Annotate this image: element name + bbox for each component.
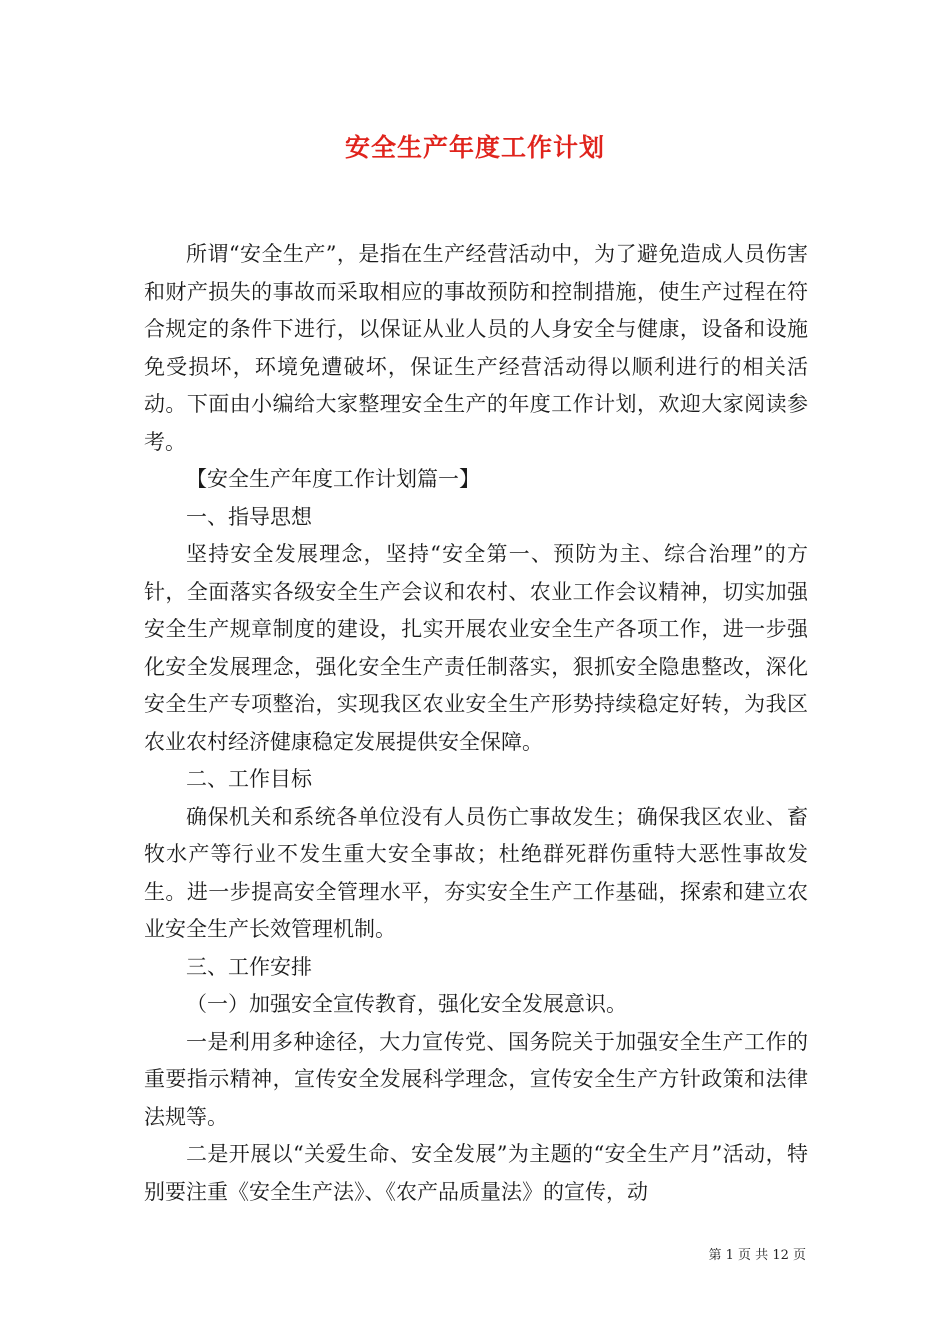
document-body bbox=[144, 236, 808, 1211]
document-title: 安全生产年度工作计划 bbox=[344, 133, 605, 162]
subheading-publicity: （一）加强安全宣传教育，强化安全发展意识。 bbox=[186, 992, 627, 1016]
section-heading-part-one: 【安全生产年度工作计划篇一】 bbox=[186, 467, 480, 491]
heading-work-goal: 二、工作目标 bbox=[186, 767, 312, 791]
intro-paragraph: 所谓“安全生产”，是指在生产经营活动中，为了避免造成人员伤害和财产损失的事故而采取相应的事故预防和控制措施，使生产过程在符合规定的条件下进行，以保证从业人员的人身安全与健康，设备和设施免受损坏，环境免遭破坏，保证生产经营活动得以顺利进行的相关活动。下面由小编给大家整理安全生产的年度工作计划，欢迎大家阅读参考。 bbox=[144, 242, 808, 454]
page-number-footer: 第 1 页 共 12 页 bbox=[708, 1248, 806, 1263]
paragraph-guiding-thought: 坚持安全发展理念，坚持“安全第一、预防为主、综合治理”的方针，全面落实各级安全生产会议和农村、农业工作会议精神，切实加强安全生产规章制度的建设，扎实开展农业安全生产各项工作，进一步强化安全发展理念，强化安全生产责任制落实，狠抓安全隐患整改，深化安全生产专项整治，实现我区农业安全生产形势持续稳定好转，为我区农业农村经济健康稳定发展提供安全保障。 bbox=[144, 542, 808, 754]
paragraph-work-goal: 确保机关和系统各单位没有人员伤亡事故发生；确保我区农业、畜牧水产等行业不发生重大安全事故；杜绝群死群伤重特大恶性事故发生。进一步提高安全管理水平，夯实安全生产工作基础，探索和建立农业安全生产长效管理机制。 bbox=[144, 804, 808, 941]
paragraph-item-two: 二是开展以“关爱生命、安全发展”为主题的“安全生产月”活动，特别要注重《安全生产法》、《农产品质量法》的宣传，动 bbox=[144, 1142, 808, 1204]
heading-guiding-thought: 一、指导思想 bbox=[186, 504, 312, 529]
heading-work-arrangement: 三、工作安排 bbox=[186, 954, 312, 979]
paragraph-item-one: 一是利用多种途径，大力宣传党、国务院关于加强安全生产工作的重要指示精神，宣传安全发展科学理念，宣传安全生产方针政策和法律法规等。 bbox=[144, 1029, 808, 1129]
